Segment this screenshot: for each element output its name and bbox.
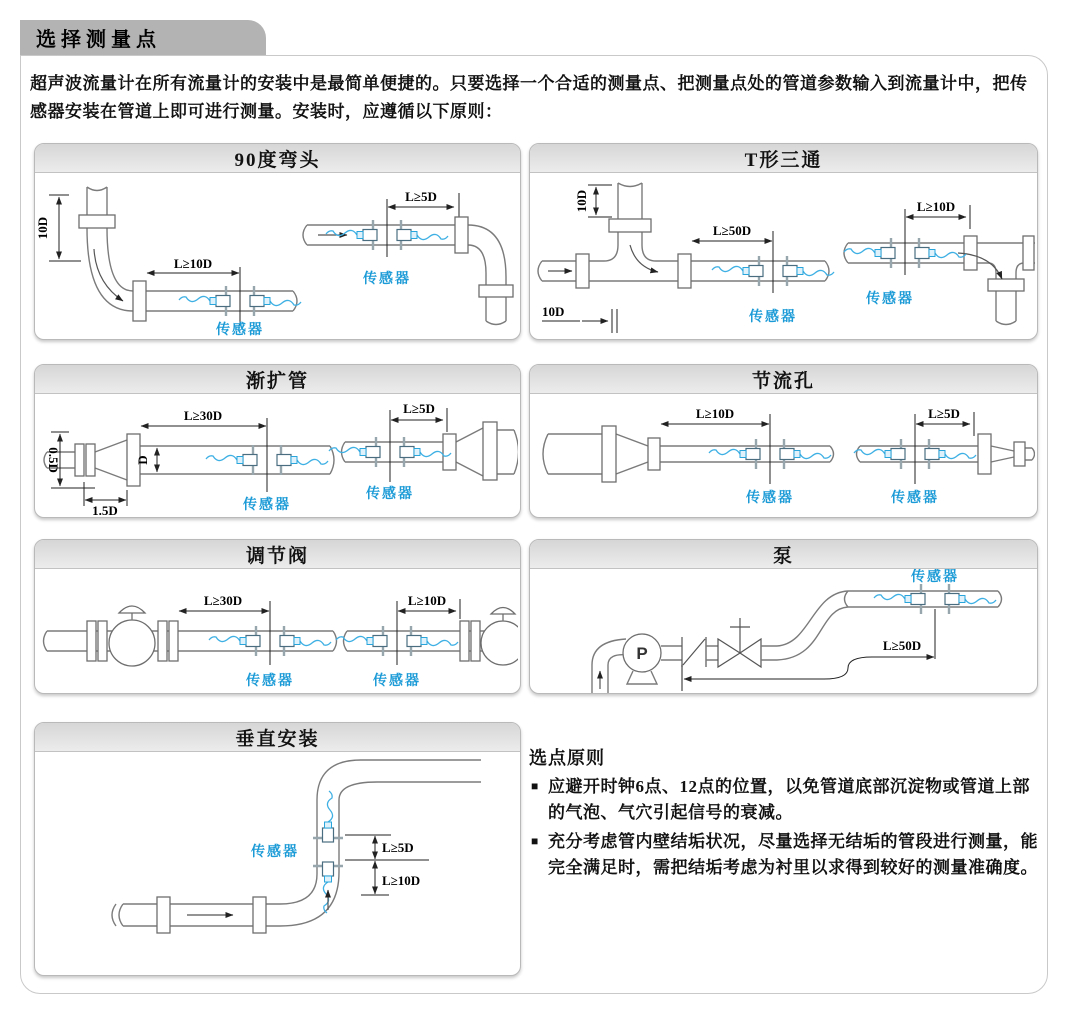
sensor-label: 传感器	[363, 272, 411, 287]
panel-orifice-title: 节流孔	[751, 370, 815, 392]
principles-heading: 选点原则	[529, 748, 605, 768]
panel-valve-diagram	[35, 569, 520, 693]
pump-diagram-svg	[530, 569, 1035, 693]
dim-label: D	[135, 455, 150, 465]
dim-label: L≥30D	[203, 593, 243, 608]
principle-item	[529, 829, 1045, 882]
panel-pump-title: 泵	[772, 545, 794, 567]
vertical-diagram-svg	[35, 752, 518, 975]
panel-orifice-diagram	[530, 394, 1037, 517]
sensor-label: 传感器	[891, 491, 939, 506]
page-title-tab	[20, 20, 266, 55]
panel-expander-diagram	[35, 394, 520, 517]
dim-label: 1.5D	[92, 503, 118, 517]
bullet-icon: ■	[531, 833, 539, 848]
panel-elbow-title: 90度弯头	[234, 149, 321, 171]
panel-expander-title: 渐扩管	[245, 370, 309, 392]
pump-letter: P	[636, 644, 648, 663]
sensor-label: 传感器	[243, 498, 291, 513]
bullet-icon: ■	[531, 779, 539, 793]
dim-label: 10D	[574, 189, 589, 213]
dim-label: L≥50D	[882, 638, 922, 653]
sensor-label: 传感器	[251, 845, 299, 860]
principle-text: 应避开时钟6点、12点的位置，以免管道底部沉淀物或管道上部的气泡、气穴引起信号的衰减。	[548, 777, 1030, 823]
panel-tee-diagram	[530, 173, 1037, 339]
valve-diagram-svg	[35, 569, 518, 693]
panel-pump	[529, 539, 1038, 694]
dim-label: 10D	[542, 304, 565, 319]
content-area	[20, 55, 1048, 994]
sensor-label: 传感器	[216, 323, 264, 338]
panel-vertical-diagram	[35, 752, 520, 975]
dim-label: L≥5D	[382, 840, 414, 855]
panel-tee-title: T形三通	[744, 149, 823, 171]
dim-label: 10D	[35, 216, 50, 240]
dim-label: L≥5D	[403, 401, 435, 416]
sensor-label: 传感器	[866, 292, 914, 307]
dim-label: L≥50D	[712, 223, 752, 238]
sensor-label: 传感器	[911, 570, 959, 585]
principle-text: 充分考虑管内壁结垢状况，尽量选择无结垢的管段进行测量，能完全满足时，需把结垢考虑为衬里以求得到较好的测量准确度。	[548, 831, 1038, 878]
panel-vertical	[34, 722, 521, 976]
sensor-label: 传感器	[373, 674, 421, 689]
dim-label: L≥10D	[382, 873, 421, 888]
dim-label: 0.5D	[46, 447, 61, 473]
expander-diagram-svg	[35, 394, 518, 517]
check-valve-symbol	[682, 637, 706, 667]
elbow-diagram-svg	[35, 173, 518, 339]
tee-diagram-svg	[530, 173, 1035, 339]
sensor-label: 传感器	[246, 674, 294, 689]
panel-elbow	[34, 143, 521, 340]
panel-expander-header	[35, 365, 520, 394]
panel-valve-title: 调节阀	[245, 545, 309, 567]
selection-principles	[529, 744, 1045, 883]
dim-label: L≥5D	[405, 189, 437, 204]
panel-tee	[529, 143, 1038, 340]
dim-label: L≥10D	[173, 256, 213, 271]
page-title: 选择测量点	[36, 29, 161, 51]
dim-label: L≥10D	[916, 199, 956, 214]
orifice-diagram-svg	[530, 394, 1035, 517]
panel-vertical-header	[35, 723, 520, 752]
dim-label: L≥10D	[695, 406, 735, 421]
sensor-label: 传感器	[749, 310, 797, 325]
panel-expander	[34, 364, 521, 518]
panel-pump-diagram	[530, 569, 1037, 693]
panel-pump-header	[530, 540, 1037, 569]
principle-item	[529, 774, 1045, 827]
panel-orifice-header	[530, 365, 1037, 394]
panel-elbow-diagram	[35, 173, 520, 339]
panel-tee-header	[530, 144, 1037, 173]
sensor-label: 传感器	[746, 491, 794, 506]
panel-vertical-title: 垂直安装	[235, 728, 320, 750]
dim-label: L≥5D	[928, 406, 960, 421]
panel-elbow-header	[35, 144, 520, 173]
principles-list	[529, 774, 1045, 881]
panel-valve-header	[35, 540, 520, 569]
panel-orifice	[529, 364, 1038, 518]
sensor-label: 传感器	[366, 487, 414, 502]
dim-label: L≥30D	[183, 408, 223, 423]
panel-valve	[34, 539, 521, 694]
intro-paragraph: 超声波流量计在所有流量计的安装中是最简单便捷的。只要选择一个合适的测量点、把测量点处的管道参数输入到流量计中，把传感器安装在管道上即可进行测量。安装时，应遵循以下原则：	[30, 74, 1028, 121]
dim-label: L≥10D	[407, 593, 447, 608]
